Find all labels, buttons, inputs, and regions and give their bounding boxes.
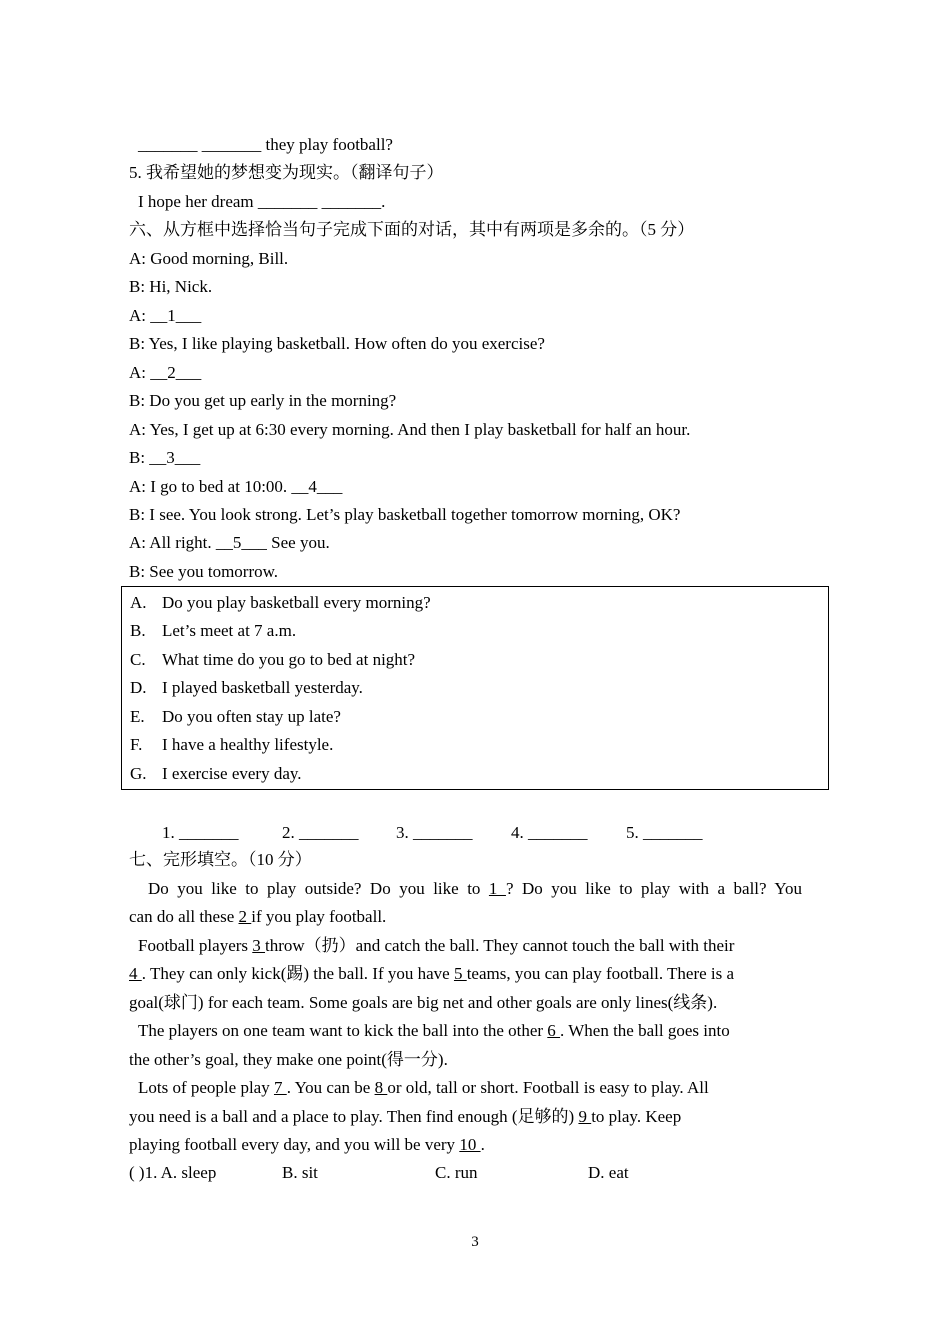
answer-blank-5: 5. _______ bbox=[626, 823, 703, 842]
cloze-text: ? Do you like to play with a ball? You bbox=[505, 879, 803, 898]
option-letter: D. bbox=[130, 678, 147, 697]
cloze-blank-8: 8 bbox=[374, 1078, 388, 1097]
cloze-blank-10: 10 bbox=[459, 1135, 481, 1154]
cloze-blank-4: 4 bbox=[129, 964, 142, 983]
option-letter: C. bbox=[130, 650, 146, 669]
option-text: I played basketball yesterday. bbox=[162, 678, 363, 697]
dialogue-line: A: All right. __5___ See you. bbox=[129, 533, 330, 552]
q1-option-b: B. sit bbox=[282, 1163, 318, 1182]
dialogue-line: B: Hi, Nick. bbox=[129, 277, 213, 296]
dialogue-line: B: __3___ bbox=[129, 448, 201, 467]
dialogue-line: B: Yes, I like playing basketball. How often do you exercise? bbox=[129, 334, 545, 353]
option-text: Do you play basketball every morning? bbox=[162, 593, 431, 612]
options-box bbox=[121, 586, 829, 790]
cloze-blank-3: 3 bbox=[252, 936, 266, 955]
cloze-p3-line2: the other’s goal, they make one point(得一分). bbox=[129, 1050, 448, 1069]
option-e bbox=[130, 706, 341, 728]
answer-blank-1: 1. _______ bbox=[162, 823, 239, 842]
cloze-text: or old, tall or short. Football is easy to play. All bbox=[387, 1078, 709, 1097]
option-letter: E. bbox=[130, 707, 145, 726]
q1-option-d: D. eat bbox=[588, 1163, 629, 1182]
answer-blank-2: 2. _______ bbox=[282, 823, 359, 842]
q4-tail-line: _______ _______ they play football? bbox=[138, 135, 393, 154]
cloze-p1-line2 bbox=[129, 906, 386, 928]
cloze-text: Lots of people play bbox=[138, 1078, 274, 1097]
option-a bbox=[130, 592, 431, 614]
option-text: Do you often stay up late? bbox=[162, 707, 341, 726]
option-letter: B. bbox=[130, 621, 146, 640]
q1-option-c: C. run bbox=[435, 1163, 478, 1182]
answer-blank-4: 4. _______ bbox=[511, 823, 588, 842]
cloze-text: you need is a ball and a place to play. Then find enough (足够的) bbox=[129, 1107, 579, 1126]
cloze-text: if you play football. bbox=[251, 907, 387, 926]
dialogue-line: B: I see. You look strong. Let’s play basketball together tomorrow morning, OK? bbox=[129, 505, 681, 524]
cloze-text: . When the ball goes into bbox=[560, 1021, 730, 1040]
dialogue-line: B: Do you get up early in the morning? bbox=[129, 391, 397, 410]
cloze-p1-line1 bbox=[129, 878, 802, 900]
cloze-blank-1: 1 bbox=[488, 879, 506, 898]
q5-answer-line: I hope her dream _______ _______. bbox=[138, 192, 386, 211]
dialogue-line: A: __1___ bbox=[129, 306, 202, 325]
option-c bbox=[130, 649, 415, 671]
cloze-blank-5: 5 bbox=[453, 964, 467, 983]
option-text: I exercise every day. bbox=[162, 764, 302, 783]
cloze-text: Football players bbox=[138, 936, 253, 955]
option-letter: F. bbox=[130, 735, 143, 754]
cloze-p4-line2 bbox=[129, 1106, 681, 1128]
cloze-blank-7: 7 bbox=[273, 1078, 287, 1097]
dialogue-line: A: Yes, I get up at 6:30 every morning. And then I play basketball for half an hour. bbox=[129, 420, 691, 439]
option-text: Let’s meet at 7 a.m. bbox=[162, 621, 297, 640]
option-letter: G. bbox=[130, 764, 147, 783]
option-g bbox=[130, 763, 302, 785]
dialogue-line: B: See you tomorrow. bbox=[129, 562, 279, 581]
cloze-p4-line1 bbox=[138, 1077, 709, 1099]
section6-title: 六、从方框中选择恰当句子完成下面的对话，其中有两项是多余的。（5 分） bbox=[129, 220, 695, 239]
cloze-p2-line1 bbox=[138, 935, 734, 957]
cloze-text: Do you like to play outside? Do you like to bbox=[148, 879, 489, 898]
option-text: I have a healthy lifestyle. bbox=[162, 735, 334, 754]
option-f bbox=[130, 734, 333, 756]
cloze-p4-line3 bbox=[129, 1134, 485, 1156]
cloze-text: The players on one team want to kick the ball into the other bbox=[138, 1021, 548, 1040]
cloze-blank-2: 2 bbox=[238, 907, 252, 926]
cloze-text: throw（扔）and catch the ball. They cannot touch the ball with their bbox=[265, 936, 735, 955]
option-letter: A. bbox=[130, 593, 147, 612]
option-text: What time do you go to bed at night? bbox=[162, 650, 416, 669]
cloze-text: to play. Keep bbox=[591, 1107, 682, 1126]
dialogue-line: A: Good morning, Bill. bbox=[129, 249, 289, 268]
cloze-p2-line3: goal(球门) for each team. Some goals are big net and other goals are only lines(线条). bbox=[129, 993, 718, 1012]
cloze-text: . You can be bbox=[286, 1078, 375, 1097]
cloze-text: . They can only kick(踢) the ball. If you have bbox=[141, 964, 454, 983]
dialogue-line: A: I go to bed at 10:00. __4___ bbox=[129, 477, 343, 496]
answer-blank-3: 3. _______ bbox=[396, 823, 473, 842]
q5-prompt: 5. 我希望她的梦想变为现实。（翻译句子） bbox=[129, 163, 444, 182]
q1-stem-option-a: ( )1. A. sleep bbox=[129, 1163, 217, 1182]
cloze-text: playing football every day, and you will be very bbox=[129, 1135, 460, 1154]
section7-title: 七、完形填空。（10 分） bbox=[129, 850, 312, 869]
dialogue-line: A: __2___ bbox=[129, 363, 202, 382]
cloze-text: . bbox=[480, 1135, 485, 1154]
option-d bbox=[130, 677, 363, 699]
cloze-text: can do all these bbox=[129, 907, 239, 926]
cloze-text: teams, you can play football. There is a bbox=[466, 964, 735, 983]
page-number: 3 bbox=[471, 1234, 479, 1250]
cloze-blank-6: 6 bbox=[547, 1021, 561, 1040]
option-b bbox=[130, 620, 296, 642]
cloze-blank-9: 9 bbox=[578, 1107, 592, 1126]
cloze-p2-line2 bbox=[129, 963, 734, 985]
cloze-p3-line1 bbox=[138, 1020, 730, 1042]
